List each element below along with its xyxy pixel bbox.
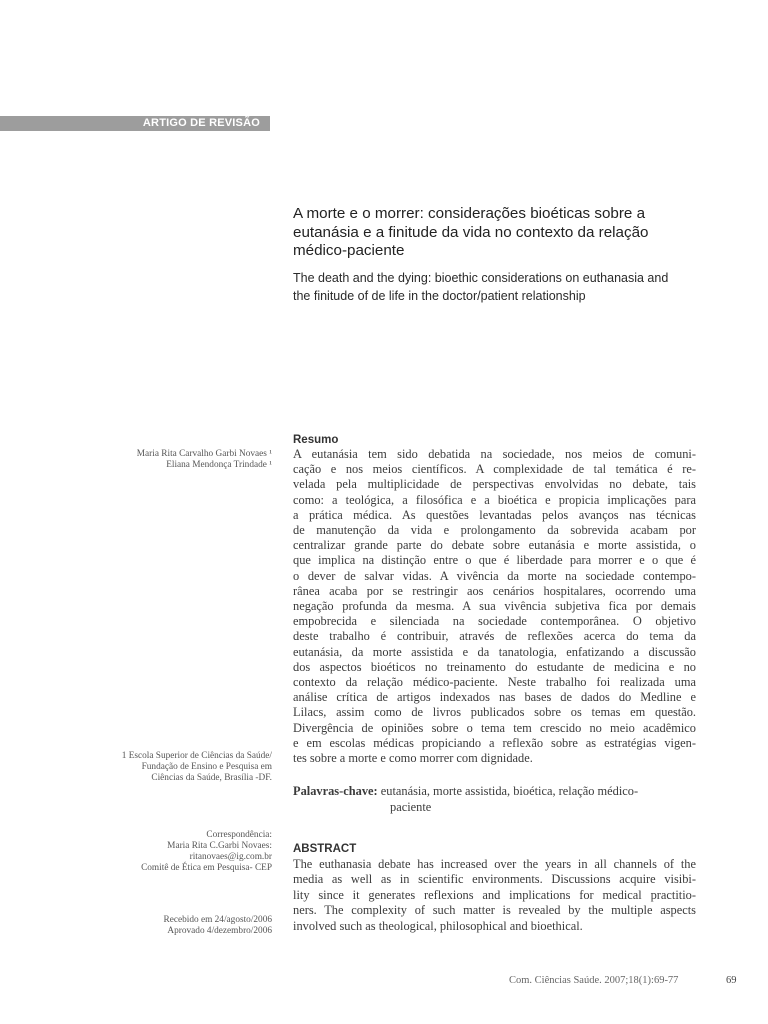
article-title-en [293, 269, 713, 305]
affiliation-line: 1 Escola Superior de Ciências da Saúde/ [121, 751, 272, 761]
resumo-line: deste trabalho é contribuir, através de reflexões acerca do tema da [293, 629, 696, 644]
section-label: ARTIGO DE REVISÃO [142, 117, 260, 129]
resumo-line: de manutenção da vida e prolongamento da sobrevida acabam por [293, 523, 696, 538]
resumo-line: centralizar grande parte do debate sobre eutanásia e morte assistida, o [293, 538, 696, 553]
abstract-line: lity since it generates reflexions and implications for medical practitio- [293, 887, 696, 902]
resumo-line: contexto da relação médico-paciente. Neste trabalho foi realizada uma [293, 675, 696, 690]
author-name: Eliana Mendonça Trindade ¹ [166, 460, 272, 470]
author-name: Maria Rita Carvalho Garbi Novaes ¹ [136, 449, 272, 459]
resumo-line: Lilacs, assim como de livros publicados sobre os temas em questão. [293, 705, 696, 720]
resumo-line: tes sobre a morte e como morrer com dignidade. [293, 751, 533, 766]
title-en-line: the finitude of de life in the doctor/patient relationship [293, 289, 586, 303]
keywords-block [293, 783, 696, 815]
approved-date: Aprovado 4/dezembro/2006 [167, 926, 272, 936]
section-label-bar [0, 116, 270, 131]
keywords-label: Palavras-chave: [293, 784, 378, 798]
abstract-line: media as well as in scientific environments. Discussions acquire visibi- [293, 872, 696, 887]
title-pt-line: A morte e o morrer: considerações bioéticas sobre a [293, 205, 646, 222]
resumo-line: que implica na distinção entre o que é liberdade para morrer e o que é [293, 553, 696, 568]
resumo-line: o dever de salvar vidas. A vivência da morte na sociedade contempo- [293, 568, 696, 583]
affiliation-line: Ciências da Saúde, Brasília -DF. [151, 773, 272, 783]
resumo-line: empobrecida e silenciada na sociedade contemporânea. O objetivo [293, 614, 696, 629]
resumo-line: eutanásia, da morte assistida e da tanatologia, enfatizando a discussão [293, 644, 696, 659]
article-title-pt [293, 205, 703, 261]
resumo-heading: Resumo [293, 434, 339, 446]
title-en-line: The death and the dying: bioethic considerations on euthanasia and [293, 271, 669, 285]
resumo-paragraph [293, 447, 696, 766]
resumo-line: A eutanásia tem sido debatida na sociedade, nos meios de comuni- [293, 447, 696, 461]
authors-block [100, 449, 272, 471]
received-date: Recebido em 24/agosto/2006 [163, 915, 272, 925]
resumo-line: e em escolas médicas propiciando a reflexão sobre as estratégias vigen- [293, 735, 696, 750]
dates-block [100, 915, 272, 937]
resumo-line: velada pela multiplicidade de perspectivas envolvidas no debate, tais [293, 477, 696, 492]
correspondence-block [100, 830, 272, 874]
abstract-line: ners. The complexity of such matter is revealed by the multiple aspects [293, 903, 696, 918]
correspondence-line: Maria Rita C.Garbi Novaes: [167, 841, 272, 851]
resumo-line: como: a teológica, a filosófica e a bioética e propicia implicações para [293, 492, 696, 507]
title-pt-line: eutanásia e a finitude da vida no contexto da relação [293, 223, 649, 241]
page-number: 69 [726, 975, 737, 986]
resumo-line: rânea acaba por se restringir aos cenários hospitalares, ocorrendo uma [293, 583, 696, 598]
correspondence-email: ritanovaes@ig.com.br [189, 852, 272, 862]
resumo-line: cação e nos meios científicos. A complexidade de tal temática é re- [293, 462, 696, 477]
resumo-line: análise crítica de artigos indexados nas bases de dados do Medline e [293, 690, 696, 705]
correspondence-heading: Correspondência: [206, 830, 272, 840]
resumo-line: negação profunda da mesma. A sua vivência subjetiva fica por demais [293, 599, 696, 614]
resumo-line: Divergência de opiniões sobre o tema tem crescido no meio acadêmico [293, 720, 696, 735]
resumo-line: a prática médica. As questões levantadas pelos avanços nas técnicas [293, 507, 696, 522]
keywords-line-1: eutanásia, morte assistida, bioética, relação médico- [380, 784, 639, 798]
title-pt-line: médico-paciente [293, 242, 405, 259]
abstract-paragraph [293, 857, 696, 934]
abstract-heading: ABSTRACT [293, 843, 357, 855]
abstract-line: involved such as theological, philosophical and bioethical. [293, 918, 583, 933]
correspondence-line: Comitê de Ética em Pesquisa- CEP [141, 863, 272, 873]
journal-citation: Com. Ciências Saúde. 2007;18(1):69-77 [509, 975, 679, 986]
affiliation-block [100, 751, 272, 784]
keywords-line-2: paciente [390, 800, 432, 814]
abstract-line: The euthanasia debate has increased over the years in all channels of the [293, 857, 696, 871]
affiliation-line: Fundação de Ensino e Pesquisa em [141, 762, 272, 772]
resumo-line: dos aspectos bioéticos no treinamento do estudante de medicina e no [293, 659, 696, 674]
